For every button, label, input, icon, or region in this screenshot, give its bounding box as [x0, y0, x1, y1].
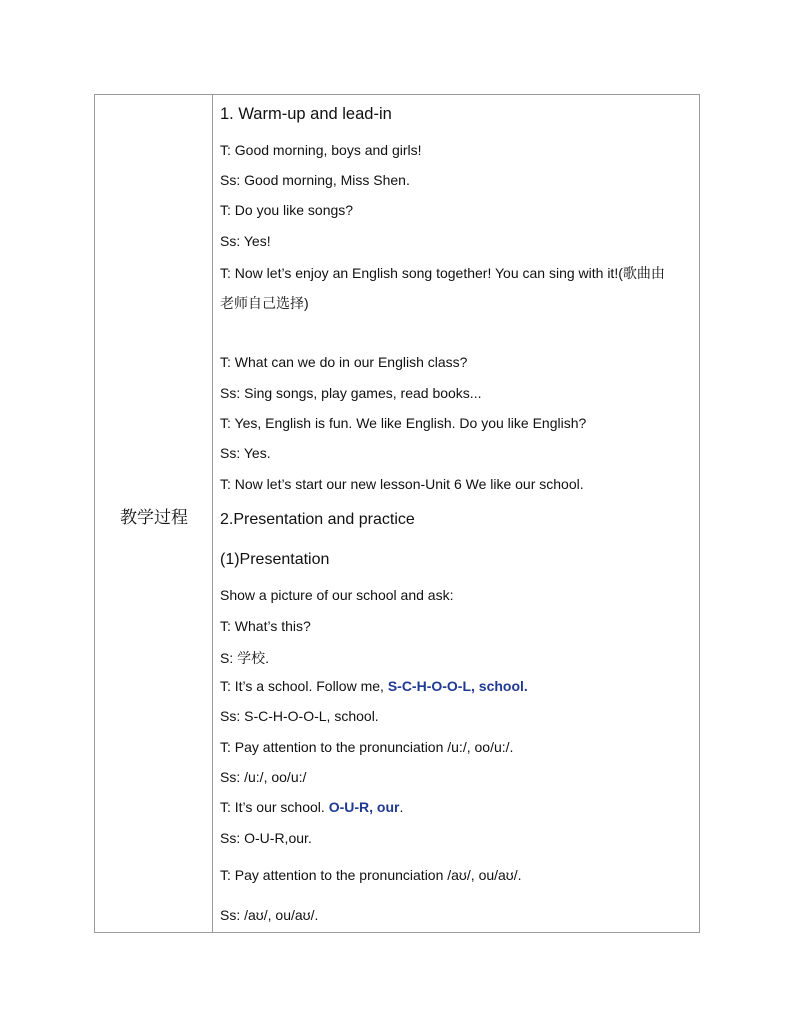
dialogue-line: Ss: Good morning, Miss Shen.	[220, 172, 410, 188]
dialogue-line: T: Pay attention to the pronunciation /aʊ/, ou/aʊ/.	[220, 867, 522, 883]
dialogue-text: T: It’s our school.	[220, 799, 329, 815]
dialogue-line: T: Pay attention to the pronunciation /u:/, oo/u:/.	[220, 739, 514, 755]
heading-warm-up: 1. Warm-up and lead-in	[220, 105, 392, 123]
dialogue-line: 老师自己选择)	[220, 295, 309, 311]
dialogue-text: T: It’s a school. Follow me,	[220, 678, 388, 694]
dialogue-line: T: Good morning, boys and girls!	[220, 142, 422, 158]
dialogue-line: Ss: /u:/, oo/u:/	[220, 769, 307, 785]
dialogue-line: T: What can we do in our English class?	[220, 354, 468, 370]
dialogue-line: Ss: Yes!	[220, 233, 271, 249]
heading-presentation-practice: 2.Presentation and practice	[220, 511, 415, 528]
dialogue-line: Ss: /aʊ/, ou/aʊ/.	[220, 907, 319, 923]
instruction-line: Show a picture of our school and ask:	[220, 587, 454, 603]
spelling-highlight: S-C-H-O-O-L, school.	[387, 678, 528, 694]
dialogue-line	[220, 799, 403, 815]
section-label: 教学过程	[120, 508, 188, 527]
dialogue-line: Ss: S-C-H-O-O-L, school.	[220, 708, 379, 724]
dialogue-line: S: 学校.	[220, 650, 270, 666]
lesson-content-cell	[220, 95, 693, 932]
lesson-table	[94, 94, 700, 933]
section-label-cell	[95, 95, 213, 932]
dialogue-line	[220, 678, 528, 694]
dialogue-line: Ss: Sing songs, play games, read books...	[220, 385, 482, 401]
dialogue-line: T: Now let’s enjoy an English song together! You can sing with it!(歌曲由	[220, 265, 665, 281]
dialogue-line: Ss: O-U-R,our.	[220, 830, 312, 846]
dialogue-line: T: Yes, English is fun. We like English. Do you like English?	[220, 415, 587, 431]
dialogue-line: T: What’s this?	[220, 618, 311, 634]
heading-presentation: (1)Presentation	[220, 551, 330, 568]
dialogue-line: T: Now let’s start our new lesson-Unit 6 We like our school.	[220, 476, 584, 492]
spelling-highlight: O-U-R, our	[328, 799, 400, 815]
dialogue-text-tail: .	[399, 799, 404, 815]
dialogue-line: T: Do you like songs?	[220, 202, 354, 218]
dialogue-line: Ss: Yes.	[220, 445, 271, 461]
